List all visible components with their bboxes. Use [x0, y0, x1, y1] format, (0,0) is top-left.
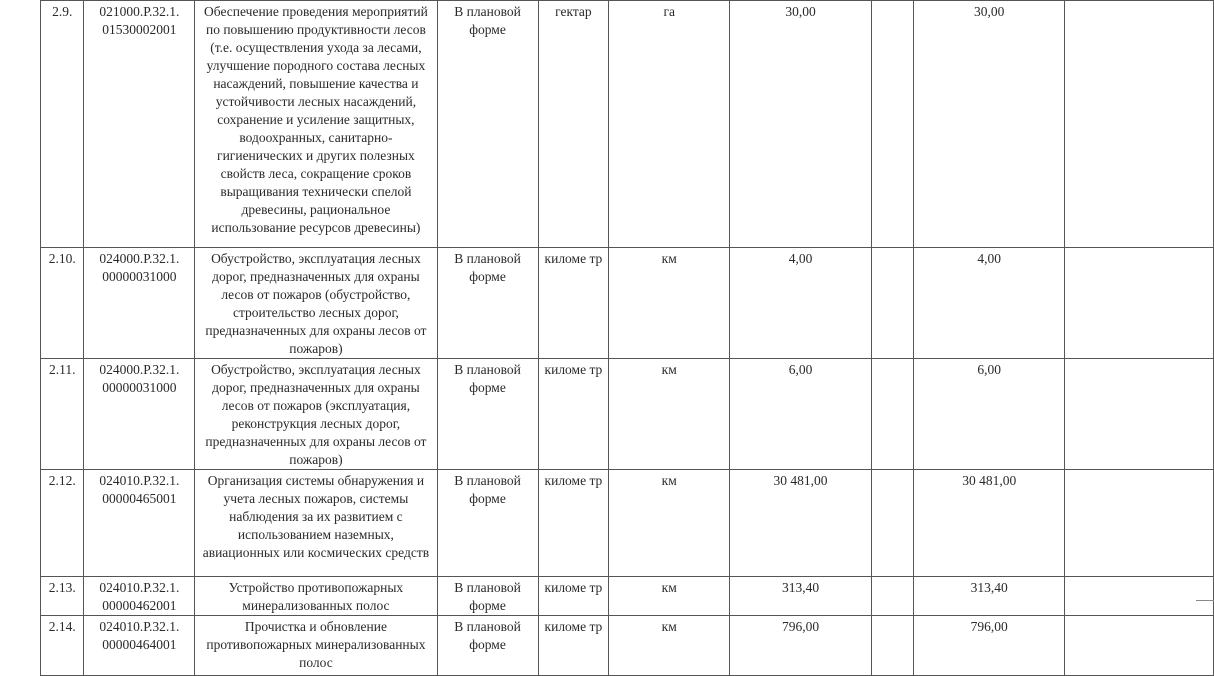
table-row: [41, 359, 1214, 470]
empty-cell: [871, 616, 913, 676]
table-row: [41, 577, 1214, 616]
empty-cell: [871, 470, 913, 577]
registry-code-part2: 00000462001: [102, 598, 177, 613]
empty-cell: [1065, 616, 1214, 676]
registry-code-part1: 024000.Р.32.1.: [99, 251, 180, 266]
empty-cell: [1065, 359, 1214, 470]
page-edge-divider: [1196, 600, 1214, 601]
registry-code-part2: 01530002001: [102, 22, 177, 37]
indicators-table: [40, 0, 1214, 676]
execution-form: В плановой форме: [437, 248, 538, 359]
unit-abbreviation: км: [609, 470, 730, 577]
work-description: Обеспечение проведения мероприятий по повышению продуктивности лесов (т.е. осуществления ухода за лесами, улучшение породного состава лесных насаждений, повышение качества и устойчивости лесных насаждений, сохранение и усиление защитных, водоохранных, санитарно-гигиенических и других полезных свойств леса, сокращение сроков выращивания технически спелой древесины, рациональное использование ресурсов древесины): [195, 1, 437, 248]
registry-code: [84, 1, 195, 248]
work-description: Организация системы обнаружения и учета лесных пожаров, системы наблюдения за их развитием с использованием наземных, авиационных или космических средств: [195, 470, 437, 577]
unit-abbreviation: км: [609, 616, 730, 676]
registry-code: [84, 470, 195, 577]
unit-abbreviation: км: [609, 248, 730, 359]
total-value: 313,40: [914, 577, 1065, 616]
document-table-wrapper: [40, 0, 1214, 676]
registry-code-part2: 00000464001: [102, 637, 177, 652]
execution-form: В плановой форме: [437, 616, 538, 676]
unit-abbreviation: км: [609, 577, 730, 616]
table-row: [41, 1, 1214, 248]
unit-name: киломе тр: [538, 616, 609, 676]
registry-code-part2: 00000031000: [102, 269, 177, 284]
registry-code-part2: 00000031000: [102, 380, 177, 395]
registry-code: [84, 577, 195, 616]
planned-value: 6,00: [730, 359, 872, 470]
total-value: 30,00: [914, 1, 1065, 248]
execution-form: В плановой форме: [437, 1, 538, 248]
row-number: 2.9.: [41, 1, 84, 248]
registry-code: [84, 359, 195, 470]
work-description: Прочистка и обновление противопожарных минерализованных полос: [195, 616, 437, 676]
registry-code-part1: 021000.Р.32.1.: [99, 4, 180, 19]
planned-value: 30 481,00: [730, 470, 872, 577]
work-description: Обустройство, эксплуатация лесных дорог, предназначенных для охраны лесов от пожаров (эксплуатация, реконструкция лесных дорог, предназначенных для охраны лесов от пожаров): [195, 359, 437, 470]
row-number: 2.10.: [41, 248, 84, 359]
planned-value: 313,40: [730, 577, 872, 616]
unit-name: киломе тр: [538, 248, 609, 359]
total-value: 796,00: [914, 616, 1065, 676]
total-value: 6,00: [914, 359, 1065, 470]
row-number: 2.13.: [41, 577, 84, 616]
execution-form: В плановой форме: [437, 577, 538, 616]
planned-value: 4,00: [730, 248, 872, 359]
table-row: [41, 616, 1214, 676]
execution-form: В плановой форме: [437, 359, 538, 470]
empty-cell: [1065, 470, 1214, 577]
planned-value: 30,00: [730, 1, 872, 248]
table-row: [41, 248, 1214, 359]
empty-cell: [1065, 1, 1214, 248]
empty-cell: [871, 577, 913, 616]
unit-name: киломе тр: [538, 577, 609, 616]
unit-abbreviation: га: [609, 1, 730, 248]
unit-name: киломе тр: [538, 359, 609, 470]
empty-cell: [1065, 577, 1214, 616]
total-value: 4,00: [914, 248, 1065, 359]
registry-code: [84, 248, 195, 359]
registry-code-part1: 024000.Р.32.1.: [99, 362, 180, 377]
registry-code: [84, 616, 195, 676]
table-row: [41, 470, 1214, 577]
registry-code-part1: 024010.Р.32.1.: [99, 473, 180, 488]
registry-code-part2: 00000465001: [102, 491, 177, 506]
row-number: 2.12.: [41, 470, 84, 577]
unit-name: гектар: [538, 1, 609, 248]
empty-cell: [871, 359, 913, 470]
empty-cell: [871, 1, 913, 248]
unit-abbreviation: км: [609, 359, 730, 470]
work-description: Обустройство, эксплуатация лесных дорог, предназначенных для охраны лесов от пожаров (обустройство, строительство лесных дорог, предназначенных для охраны лесов от пожаров): [195, 248, 437, 359]
work-description: Устройство противопожарных минерализованных полос: [195, 577, 437, 616]
registry-code-part1: 024010.Р.32.1.: [99, 580, 180, 595]
row-number: 2.11.: [41, 359, 84, 470]
row-number: 2.14.: [41, 616, 84, 676]
total-value: 30 481,00: [914, 470, 1065, 577]
empty-cell: [871, 248, 913, 359]
planned-value: 796,00: [730, 616, 872, 676]
unit-name: киломе тр: [538, 470, 609, 577]
registry-code-part1: 024010.Р.32.1.: [99, 619, 180, 634]
empty-cell: [1065, 248, 1214, 359]
execution-form: В плановой форме: [437, 470, 538, 577]
